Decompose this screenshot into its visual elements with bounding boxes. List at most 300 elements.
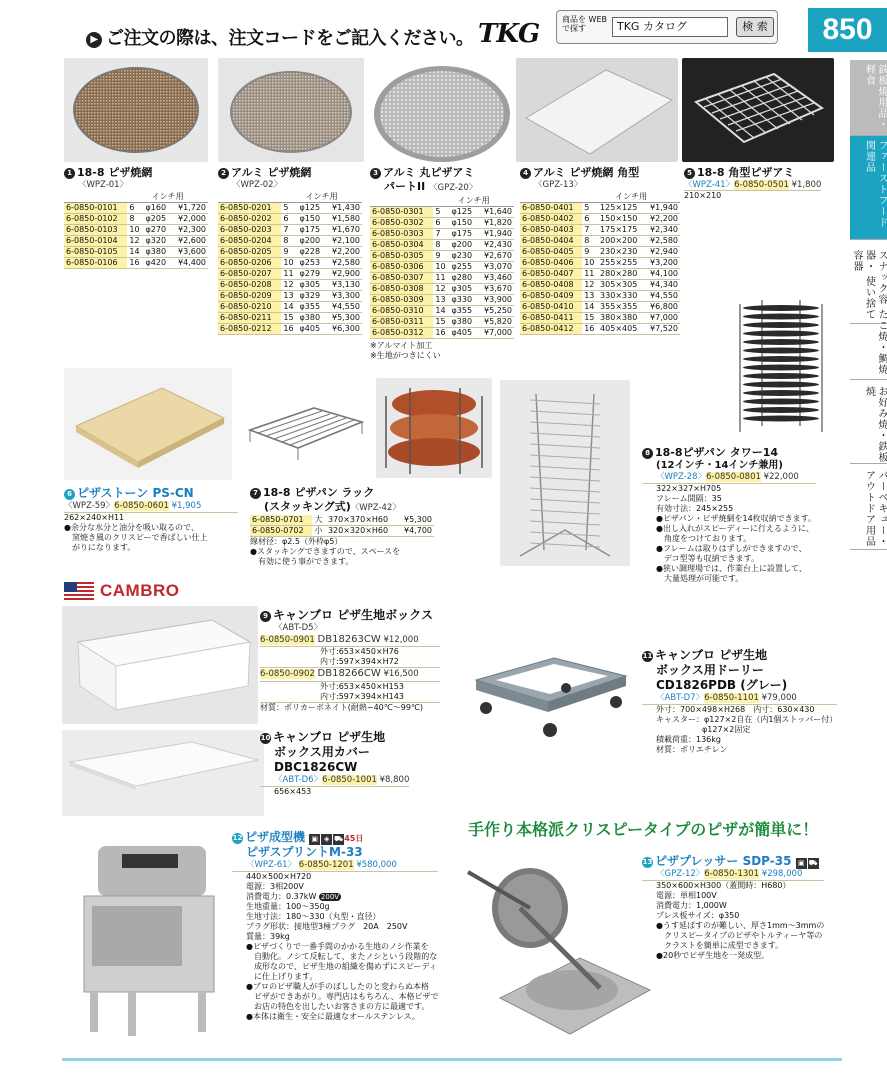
product-title: 18-8 角型ピザアミ: [697, 166, 795, 179]
spec-line: 材質：ポリエチレン: [656, 744, 728, 754]
price: ¥2,600: [172, 236, 209, 247]
size-inch: 15: [582, 313, 598, 324]
size-inch: 12: [127, 236, 143, 247]
table-row: [370, 250, 514, 261]
price: ¥6,800: [644, 302, 680, 313]
dimension: 320×320×H60: [326, 526, 398, 537]
model-code: 〈WPZ-42〉: [350, 502, 401, 513]
dimension: φ380: [450, 316, 478, 327]
item-number-badge: 12: [232, 834, 243, 842]
table-row: [218, 313, 362, 324]
table-row: [64, 236, 208, 247]
size-inch: 14: [433, 305, 449, 316]
side-tab-okonomiyaki[interactable]: お好み焼・鉄板焼: [850, 382, 887, 464]
price: ¥1,640: [478, 206, 515, 217]
product-subtitle: ピザスプリントM-33: [246, 845, 363, 859]
product-code: 6-0850-0501: [734, 179, 789, 190]
product-12: [232, 830, 438, 1022]
dough-box-cover-photo: [62, 730, 264, 816]
product-code: 6-0850-0301: [370, 206, 433, 217]
model-code: 〈WPZ-59〉: [64, 501, 115, 511]
table-row: [218, 258, 362, 269]
size-inch: 16: [582, 324, 598, 335]
price-table: [250, 515, 434, 538]
side-tab-teppan[interactable]: 鉄板焼用品・ 軽食: [850, 60, 887, 136]
side-tab-snack[interactable]: スナック容器・ 使い捨て容器: [850, 246, 887, 324]
search-button[interactable]: 検 索: [736, 17, 774, 37]
product-code: 6-0850-0209: [218, 291, 281, 302]
product-code: 6-0850-1301: [704, 869, 760, 879]
product-code: 6-0850-0308: [370, 283, 433, 294]
product-code: 6-0850-0103: [64, 225, 127, 236]
price: ¥3,460: [478, 272, 515, 283]
unit-header: インチ用: [281, 192, 362, 203]
table-row: [218, 236, 362, 247]
size-inch: 15: [433, 316, 449, 327]
item-number-badge: 11: [642, 652, 653, 660]
product-code: 6-0850-0405: [520, 247, 582, 258]
size: 262×240×H11: [64, 512, 125, 522]
price: ¥3,600: [172, 247, 209, 258]
table-row: [218, 225, 362, 236]
item-number-badge: 2: [218, 168, 229, 179]
desc-line: ●プロのピザ職人が手のばししたのと変わらぬ本格: [246, 981, 429, 991]
price: ¥2,100: [326, 236, 363, 247]
table-row: [218, 247, 362, 258]
size-inch: 6: [281, 214, 297, 225]
desc-line: ●本体は衛生・安全に最適なオールステンレス。: [246, 1011, 420, 1021]
table-row: [520, 247, 680, 258]
price: ¥2,580: [326, 258, 363, 269]
dimension: 370×370×H60: [326, 515, 398, 526]
table-row: [250, 526, 434, 537]
product-code: 6-0850-0310: [370, 305, 433, 316]
product-code: 6-0850-0702: [250, 526, 312, 537]
dimension: φ200: [450, 239, 478, 250]
truck-icon: ⛟: [334, 835, 344, 843]
order-icon: ▣: [796, 858, 807, 869]
price: ¥1,720: [172, 203, 209, 214]
desc-line: ●うす延ばすのが難しい、厚さ1mm〜3mmの: [656, 920, 825, 930]
size-inch: 14: [281, 302, 297, 313]
size-inch: 6: [433, 217, 449, 228]
price: ¥2,580: [644, 236, 680, 247]
size-inch: 8: [281, 236, 297, 247]
spec-line: 440×500×H720: [246, 871, 312, 881]
price: ¥3,670: [478, 283, 515, 294]
item-number-badge: 3: [370, 168, 381, 179]
price: ¥5,820: [478, 316, 515, 327]
product-6: [64, 486, 238, 553]
spec-line: φ127×2固定: [702, 724, 751, 734]
product-code: 6-0850-0403: [520, 225, 582, 236]
square-pizza-screen-photo: [516, 58, 678, 162]
pizza-sheeter-photo: [62, 826, 230, 1048]
price: ¥1,905: [171, 501, 202, 511]
us-flag-icon: [64, 582, 94, 600]
dimension: 330×330: [598, 291, 644, 302]
price: ¥2,340: [644, 225, 680, 236]
size-inch: 15: [281, 313, 297, 324]
table-row: [520, 203, 680, 214]
product-code: 6-0850-0902: [260, 669, 315, 680]
table-row: [64, 203, 208, 214]
size: 656×453: [274, 786, 312, 796]
price: ¥5,300: [398, 515, 434, 526]
desc-line: 角度をつけております。: [664, 533, 752, 543]
dimension: φ305: [450, 283, 478, 294]
product-title: ピザストーン PS-CN: [77, 486, 194, 500]
price-table: [64, 192, 208, 269]
price: ¥1,940: [478, 228, 515, 239]
dimension: φ380: [298, 313, 326, 324]
product-code: 6-0850-0302: [370, 217, 433, 228]
desc-line: 窯焼き風のクリスピーで香ばしい仕上: [72, 532, 208, 542]
price: ¥2,200: [326, 247, 363, 258]
inner-size: 内寸:597×394×H143: [260, 692, 440, 703]
dimension: φ355: [450, 305, 478, 316]
note-1: ※アルマイト加工: [370, 340, 433, 350]
side-tab-takoyaki[interactable]: たこ焼・鯛焼: [850, 300, 887, 380]
product-code: 6-0850-0901: [260, 634, 315, 645]
desc-line: クリスピータイプのピザやトルティーヤ等の: [664, 930, 823, 940]
product-code: 6-0850-0204: [218, 236, 281, 247]
spec-line: 322×327×H705: [656, 483, 722, 493]
model-name: CD1826PDB (グレー): [656, 678, 788, 692]
desc-line: お店の特色を出したいお客さまの方に最適です。: [254, 1001, 430, 1011]
product-code: 6-0850-0404: [520, 236, 582, 247]
dimension: φ205: [144, 214, 172, 225]
desc-line: ●狭い調理場では、作業台上に設置して、: [656, 563, 807, 573]
price: ¥2,940: [644, 247, 680, 258]
dimension: φ253: [298, 258, 326, 269]
price: ¥2,200: [644, 214, 680, 225]
spec-line: 電源：3相200V: [246, 881, 304, 891]
dimension: φ150: [298, 214, 326, 225]
product-code: 6-0850-0406: [520, 258, 582, 269]
product-title: キャンブロ ピザ生地ボックス: [273, 608, 434, 622]
size-inch: 5: [281, 203, 297, 214]
size-inch: 16: [433, 327, 449, 338]
product-code: 6-0850-1101: [704, 693, 759, 703]
spec-line: 外寸：700×498×H268 内寸：630×430: [656, 704, 815, 714]
dimension: φ125: [450, 206, 478, 217]
product-subtitle: (スタッキング式): [264, 499, 351, 513]
dimension: φ355: [298, 302, 326, 313]
pizza-tower-rack-photo: [500, 380, 630, 566]
size-inch: 7: [582, 225, 598, 236]
stacking-pizza-rack-photo: [244, 390, 368, 480]
lead-time: 45日: [344, 834, 364, 843]
table-row: [64, 247, 208, 258]
product-code: 6-0850-0412: [520, 324, 582, 335]
product-code: 6-0850-0304: [370, 239, 433, 250]
product-8: [642, 446, 816, 584]
price: ¥3,200: [644, 258, 680, 269]
product-code: 6-0850-0210: [218, 302, 281, 313]
dimension: 175×175: [598, 225, 644, 236]
product-code: 6-0850-0104: [64, 236, 127, 247]
search-label: 商品を WEBで探す: [562, 15, 607, 33]
variant-row: [260, 668, 440, 682]
product-11: [642, 648, 837, 755]
price: ¥5,300: [326, 313, 363, 324]
product-code: 6-0850-0409: [520, 291, 582, 302]
spec-line: 350×600×H300（蓋開時：H680）: [656, 880, 791, 890]
round-pizza-mesh-photo: [372, 62, 512, 166]
table-row: [370, 228, 514, 239]
product-code: 6-0850-0306: [370, 261, 433, 272]
product-title: ピザ成型機: [245, 830, 306, 844]
product-subtitle: パートII: [384, 179, 426, 193]
size-inch: 12: [281, 280, 297, 291]
size-inch: 11: [433, 272, 449, 283]
table-row: [370, 206, 514, 217]
spec-line: 積載荷重：136kg: [656, 734, 721, 744]
size-inch: 9: [433, 250, 449, 261]
price: ¥2,670: [478, 250, 515, 261]
dimension: 125×125: [598, 203, 644, 214]
square-pizza-mesh-photo: [682, 58, 834, 162]
pizza-presser-photo: [460, 848, 656, 1044]
dimension: 305×305: [598, 280, 644, 291]
dimension: 280×280: [598, 269, 644, 280]
product-code: 6-0850-0801: [706, 472, 761, 483]
arrow-right-icon: ▶: [86, 32, 102, 48]
price: ¥4,550: [644, 291, 680, 302]
desc-line: ●フレームは取りはずしができますので、: [656, 543, 807, 553]
item-number-badge: 6: [64, 489, 75, 500]
spec-line: 質量：39kg: [246, 931, 290, 941]
desc-line: ●余分な水分と油分を吸い取るので、: [64, 522, 199, 532]
size-inch: 10: [582, 258, 598, 269]
table-row: [64, 225, 208, 236]
product-2: [218, 166, 362, 335]
product-code: 6-0850-0101: [64, 203, 127, 214]
desc-line: ●ピザづくりで一番手間のかかる生地のノシ作業を: [246, 941, 429, 951]
unit-header: インチ用: [582, 192, 680, 203]
wire-spec: 線材径：φ2.5（外枠φ5）: [250, 537, 343, 546]
product-code: 6-0850-0303: [370, 228, 433, 239]
product-title: アルミ ピザ焼網: [231, 166, 312, 179]
dimension: φ230: [450, 250, 478, 261]
price: ¥1,670: [326, 225, 363, 236]
table-row: [250, 515, 434, 526]
product-5: [684, 166, 821, 201]
model-code: 〈WPZ-28〉: [656, 472, 707, 483]
dimension: φ255: [450, 261, 478, 272]
dimension: 200×200: [598, 236, 644, 247]
unit-header: インチ用: [433, 196, 514, 207]
price: ¥7,520: [644, 324, 680, 335]
table-row: [520, 258, 680, 269]
price: ¥79,000: [761, 693, 797, 703]
product-title: 18-8 ピザパン ラック: [263, 486, 375, 499]
dimension: 380×380: [598, 313, 644, 324]
size-inch: 14: [127, 247, 143, 258]
price: ¥3,900: [478, 294, 515, 305]
side-tab-bbq[interactable]: バーベキュー・ アウトドア用品: [850, 466, 887, 550]
dimension: 255×255: [598, 258, 644, 269]
product-code: 6-0850-1201: [298, 860, 354, 870]
product-code: 6-0850-0701: [250, 515, 312, 526]
desc-line: ●出し入れがスピーディーに行えるように、: [656, 523, 815, 533]
item-number-badge: 1: [64, 168, 75, 179]
dimension: φ380: [144, 247, 172, 258]
size-inch: 6: [582, 214, 598, 225]
dimension: φ279: [298, 269, 326, 280]
size: 210×210: [684, 191, 722, 201]
desc-line: 自動化。ノシて反転して、またノシという段階的な: [254, 951, 438, 961]
desc-line: ●スタッキングできますので、スペースを: [250, 547, 401, 556]
inner-size: 内寸:597×394×H72: [260, 657, 440, 668]
desc-line: ●20秒でピザ生地を一発成型。: [656, 950, 770, 960]
price: ¥4,400: [172, 258, 209, 269]
product-code: 6-0850-0202: [218, 214, 281, 225]
table-row: [218, 291, 362, 302]
product-1: [64, 166, 208, 269]
table-row: [520, 280, 680, 291]
size-inch: 13: [433, 294, 449, 305]
price: ¥8,800: [379, 775, 410, 785]
price: ¥3,300: [326, 291, 363, 302]
product-code: 6-0850-0402: [520, 214, 582, 225]
dimension: 230×230: [598, 247, 644, 258]
side-tab-fastfood[interactable]: ファーストフード 関連品: [850, 136, 887, 240]
tkg-logo: TKG: [478, 19, 540, 49]
desc-line: 成形なので、ピザ生地の組織を傷めずにスピーディ: [254, 961, 437, 971]
spec-line: 消費電力：1,000W: [656, 900, 727, 910]
spec-line: キャスター：φ127×2自在（内1個ストッパー付）: [656, 714, 838, 724]
size-inch: 7: [281, 225, 297, 236]
item-number-badge: 7: [250, 488, 261, 499]
price: ¥4,100: [644, 269, 680, 280]
spec-line: 生地重量：100〜350g: [246, 901, 330, 911]
table-row: [370, 272, 514, 283]
price: ¥298,000: [761, 869, 803, 879]
table-row: [370, 261, 514, 272]
desc-line: デコ型等も収納できます。: [664, 553, 760, 563]
model-code: 〈WPZ-01〉: [78, 179, 129, 190]
product-code: 6-0850-0401: [520, 203, 582, 214]
product-code: 6-0850-0309: [370, 294, 433, 305]
product-code: 6-0850-0201: [218, 203, 281, 214]
size-inch: 12: [582, 280, 598, 291]
dimension: φ228: [298, 247, 326, 258]
dimension: φ305: [298, 280, 326, 291]
unit-header: インチ用: [127, 192, 208, 203]
desc-line: ピザができあがり。専門店はもちろん、本格ピザで: [254, 991, 439, 1001]
product-code: 6-0850-0307: [370, 272, 433, 283]
dimension: φ330: [450, 294, 478, 305]
table-row: [218, 269, 362, 280]
price: ¥12,000: [383, 634, 419, 645]
product-code: 6-0850-0305: [370, 250, 433, 261]
size-inch: 16: [281, 324, 297, 335]
voltage-badge: 200V: [320, 892, 340, 901]
size-inch: 8: [582, 236, 598, 247]
table-row: [520, 302, 680, 313]
table-row: [370, 239, 514, 250]
table-row: [520, 313, 680, 324]
dimension: φ320: [144, 236, 172, 247]
product-code: 6-0850-0408: [520, 280, 582, 291]
model-code: 〈WPZ-41〉: [684, 179, 735, 190]
product-code: 6-0850-0407: [520, 269, 582, 280]
price: ¥7,000: [478, 327, 515, 338]
price: ¥580,000: [356, 860, 397, 870]
table-row: [520, 269, 680, 280]
size-inch: 8: [433, 239, 449, 250]
dimension: φ420: [144, 258, 172, 269]
product-code: 6-0850-0211: [218, 313, 281, 324]
price: ¥3,070: [478, 261, 515, 272]
size-inch: 10: [433, 261, 449, 272]
product-subtitle: ボックス用カバー: [274, 745, 370, 759]
product-subtitle: (12インチ・14インチ兼用): [656, 459, 783, 471]
size-inch: 9: [281, 247, 297, 258]
product-code: 6-0850-0208: [218, 280, 281, 291]
spec-line: 消費電力：0.37kW: [246, 891, 317, 901]
price: ¥1,940: [644, 203, 680, 214]
variant-row: [260, 634, 440, 648]
product-3: [370, 166, 514, 361]
size-inch: 大: [312, 515, 325, 526]
search-input[interactable]: TKG カタログ: [612, 17, 728, 37]
table-row: [370, 217, 514, 228]
dimension: 150×150: [598, 214, 644, 225]
product-9: [260, 608, 440, 713]
pizza-pan-tower-photo: [726, 296, 836, 440]
desc-line: クラストを簡単に成型できます。: [664, 940, 784, 950]
size-inch: 5: [582, 203, 598, 214]
price-table: [218, 192, 362, 335]
size-inch: 12: [433, 283, 449, 294]
footer-rule: [62, 1058, 842, 1061]
size-inch: 10: [281, 258, 297, 269]
product-10: [260, 730, 409, 797]
model-code: 〈WPZ-61〉: [246, 860, 297, 870]
dough-box-dolly-photo: [466, 646, 636, 744]
table-row: [520, 214, 680, 225]
dimension: φ280: [450, 272, 478, 283]
product-code: 6-0850-0203: [218, 225, 281, 236]
product-code: 6-0850-0106: [64, 258, 127, 269]
table-row: [370, 327, 514, 338]
size-inch: 10: [127, 225, 143, 236]
table-row: [520, 291, 680, 302]
table-row: [64, 258, 208, 269]
model-code: 〈GPZ-20〉: [429, 182, 478, 193]
product-title: アルミ 丸ピザアミ: [383, 166, 475, 179]
product-code: 6-0850-0102: [64, 214, 127, 225]
model-number: DB18263CW: [317, 633, 381, 645]
product-code: 6-0850-0411: [520, 313, 582, 324]
item-number-badge: 9: [260, 611, 271, 622]
dimension: 355×355: [598, 302, 644, 313]
dimension: φ125: [298, 203, 326, 214]
dimension: φ160: [144, 203, 172, 214]
product-code: 6-0850-1001: [322, 775, 377, 785]
product-code: 6-0850-0207: [218, 269, 281, 280]
stacked-racks-with-pizza-photo: [376, 378, 492, 478]
model-code: 〈ABT-D6〉: [274, 775, 323, 785]
spec-line: 電源：単相100V: [656, 890, 717, 900]
price: ¥5,250: [478, 305, 515, 316]
table-row: [218, 280, 362, 291]
price: ¥4,550: [326, 302, 363, 313]
order-notice: ▶ ご注文の際は、注文コードをご記入ください。: [86, 28, 474, 51]
